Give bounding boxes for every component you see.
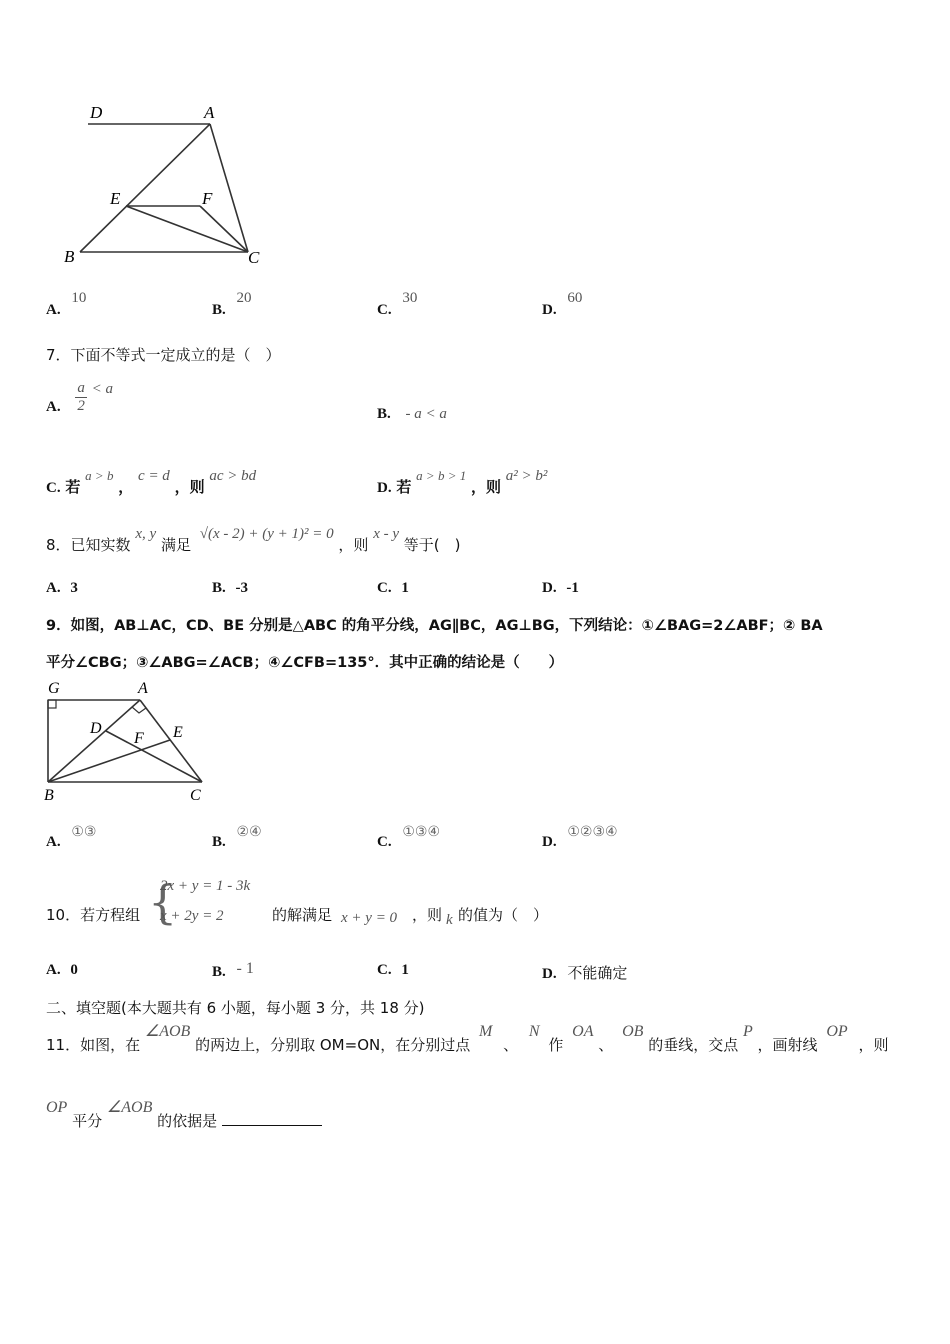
q11-text: 作 [548,1036,564,1054]
q6-option-a[interactable] [46,290,87,318]
q8-equation: √(x - 2) + (y + 1)² = 0 [199,526,334,542]
label-B: B [44,787,54,804]
option-letter: A. [46,580,61,596]
q11-ob: OB [622,1023,644,1040]
option-expr: a > b > 1 [416,468,467,483]
q7-option-a[interactable] [46,380,113,414]
option-value: 60 [567,290,583,306]
q10-option-a[interactable] [46,962,78,979]
label-G: G [48,680,60,697]
q8-stem [46,522,461,554]
q10-tail: 的值为（ ） [458,906,549,924]
q9-option-c[interactable] [377,822,441,850]
q8-text: 8．已知实数 [46,536,131,554]
q11-text: 、 [598,1036,614,1054]
option-expr: c = d [138,468,170,484]
option-letter: D. [542,834,557,850]
option-letter: A. [46,302,61,318]
option-value: -1 [566,580,579,596]
right-angle-G [48,700,56,708]
label-C: C [190,787,201,804]
option-expr: a² > b² [505,468,548,484]
q10-var: k [446,912,453,928]
option-expr: < a [91,381,114,397]
option-value: ①③ [71,824,97,840]
option-letter: D. [377,480,392,496]
option-value: 1 [401,580,409,596]
q10-eq2: x + 2y = 2 [160,908,224,924]
q8-option-a[interactable] [46,580,78,597]
option-value: 10 [71,290,87,306]
q6-option-c[interactable] [377,290,418,318]
option-value: 不能确定 [567,964,628,982]
label-F: F [134,730,144,747]
option-value: -3 [235,580,249,596]
q9-option-a[interactable] [46,822,97,850]
q11-line2 [46,1096,322,1130]
q7-option-b[interactable] [377,404,447,423]
q8-option-d[interactable] [542,580,579,597]
option-letter: C. [46,480,61,496]
q10-mid: 的解满足 [272,906,333,924]
q11-text: 的垂线，交点 [648,1036,739,1054]
option-text: ， [118,478,134,496]
option-expr: a > b [85,468,114,483]
option-value: 1 [401,962,409,978]
q8-vars: x, y [135,526,157,542]
q11-op2: OP [46,1099,68,1116]
option-letter: D. [542,966,557,982]
option-text: 若 [65,478,81,496]
option-letter: A. [46,834,61,850]
label-A: A [204,103,215,122]
q11-oa: OA [572,1023,594,1040]
q9-option-b[interactable] [212,822,262,850]
label-D: D [90,103,103,122]
option-value: 0 [70,962,78,978]
q11-text: 的两边上，分别取 OM=ON，在分别过点 [195,1036,471,1054]
q11-op: OP [826,1023,848,1040]
section-title: 二、填空题(本大题共有 6 小题，每小题 3 分，共 18 分) [46,999,425,1017]
option-value: ②④ [236,824,262,840]
q7-option-d[interactable] [377,464,548,496]
q11-angle: ∠AOB [144,1023,191,1040]
line-AC [140,700,202,782]
q10-cond: x + y = 0 [341,910,398,926]
fraction [75,380,87,414]
option-value: ①③④ [402,824,441,840]
option-letter: B. [212,580,226,596]
option-letter: C. [377,962,392,978]
option-letter: B. [212,964,226,980]
label-B: B [64,247,75,266]
option-text: 若 [396,478,412,496]
q9-figure [42,676,222,806]
q10-option-b[interactable] [212,962,254,981]
q10-num: 10．若方程组 [46,906,141,924]
option-value: 3 [70,580,78,596]
q9-stem-line1: 9．如图，AB⊥AC，CD、BE 分别是△ABC 的角平分线，AG∥BC，AG⊥BG，下列结论：①∠BAG=2∠ABF；② BA [46,618,823,634]
option-letter: B. [377,406,391,422]
option-text: ，则 [471,478,502,496]
q8-text: 等于( ) [403,536,461,554]
right-angle-A [132,707,146,713]
fraction-denominator: 2 [77,397,85,414]
q10-option-c[interactable] [377,962,409,979]
label-A: A [138,680,148,697]
option-letter: C. [377,834,392,850]
option-value: ①②③④ [567,824,618,840]
option-value: - 1 [236,960,254,977]
answer-blank[interactable] [222,1111,322,1126]
q8-text: ，则 [338,536,369,554]
label-D: D [90,720,102,737]
q11-text: 11．如图，在 [46,1036,141,1054]
option-letter: B. [212,302,226,318]
option-value: 30 [402,290,418,306]
q6-option-b[interactable] [212,290,252,318]
q11-angle2: ∠AOB [106,1099,153,1116]
q8-text: 满足 [160,536,191,554]
label-E: E [173,724,183,741]
option-letter: D. [542,580,557,596]
q10-then: ，则 [412,906,443,924]
option-letter: B. [212,834,226,850]
option-expr: - a < a [405,406,447,422]
q11-text: ，则 [858,1036,889,1054]
q6-figure [60,100,280,270]
option-letter: A. [46,399,61,415]
q10-eq1: 2x + y = 1 - 3k [160,878,251,894]
option-letter: C. [377,302,392,318]
q11-p: P [742,1023,753,1040]
q8-option-b[interactable] [212,580,248,597]
q6-option-d[interactable] [542,290,583,318]
fraction-numerator: a [77,380,85,396]
q10-option-d[interactable] [542,962,627,983]
brace: { [148,875,178,929]
option-letter: A. [46,962,61,978]
q8-option-c[interactable] [377,580,409,597]
q9-option-d[interactable] [542,822,618,850]
label-F: F [202,189,213,208]
q11-text: ，画射线 [757,1036,818,1054]
label-C: C [248,248,260,267]
option-text: ，则 [174,478,205,496]
option-expr: ac > bd [209,468,257,484]
q11-text: 平分 [72,1112,103,1130]
q8-expr: x - y [373,526,400,542]
label-E: E [110,189,121,208]
q7-option-c[interactable] [46,464,257,496]
q7-stem: 7．下面不等式一定成立的是（ ） [46,346,281,364]
q11-n: N [528,1023,540,1040]
line-EC [126,206,248,252]
option-letter: C. [377,580,392,596]
option-value: 20 [236,290,252,306]
option-letter: D. [542,302,557,318]
q11-line1 [46,1020,889,1054]
q11-text: 、 [503,1036,519,1054]
q9-stem-line2: 平分∠CBG；③∠ABG=∠ACB；④∠CFB=135°．其中正确的结论是（ ） [46,655,564,671]
q11-text: 的依据是 [157,1112,218,1130]
q11-m: M [479,1023,493,1040]
line-BA [80,124,210,252]
line-BE [48,740,170,782]
